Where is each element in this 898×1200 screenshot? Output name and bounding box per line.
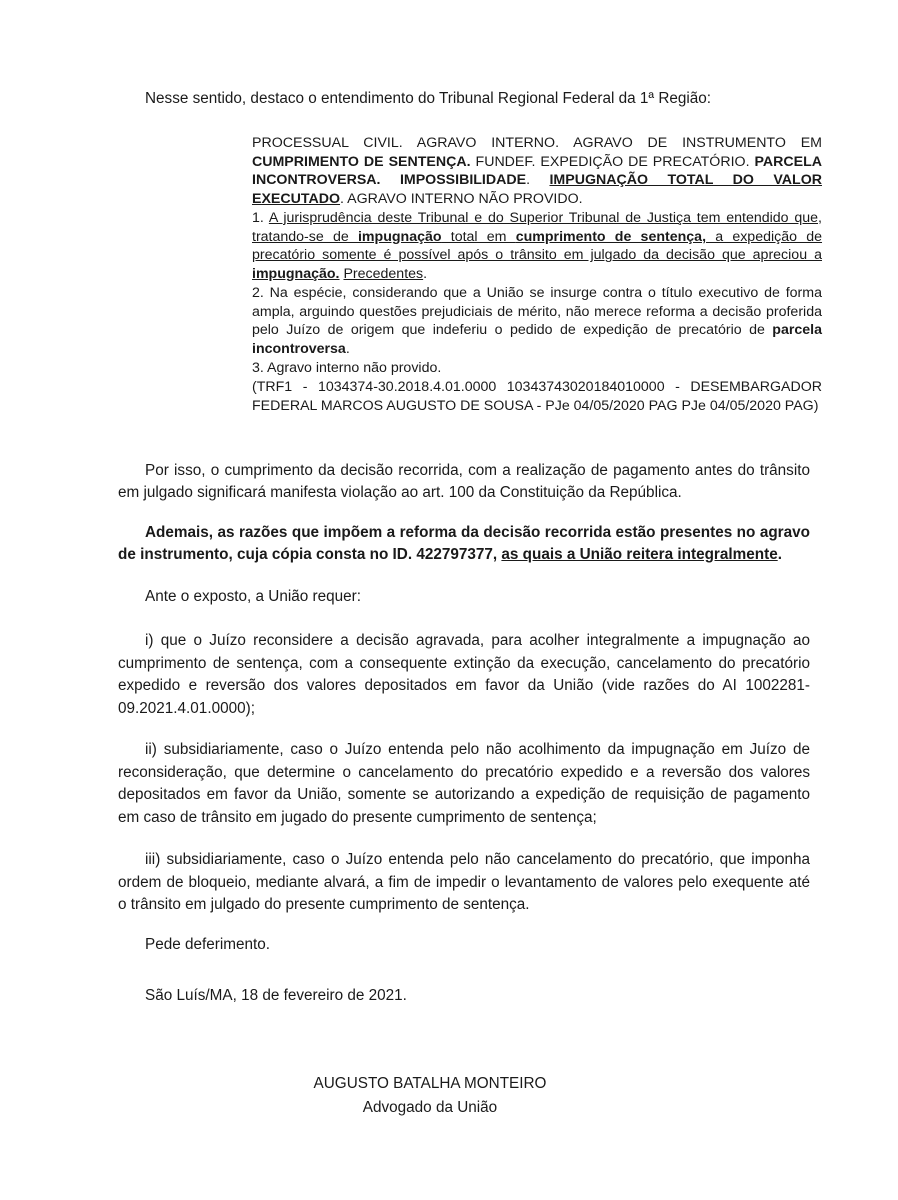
text-segment: . [526, 172, 550, 189]
quote-item-1 [252, 209, 822, 283]
text-segment: parcela incontroversa [252, 322, 822, 357]
text-segment: as quais a União reitera integralmente [501, 545, 778, 563]
text-segment: IMPUGNAÇÃO TOTAL DO VALOR EXECUTADO [252, 172, 822, 207]
signature-name: AUGUSTO BATALHA MONTEIRO [313, 1075, 547, 1092]
place-date: São Luís/MA, 18 de fevereiro de 2021. [145, 987, 407, 1004]
text-segment: Precedentes [343, 265, 424, 282]
paragraph-ademais [118, 522, 810, 565]
quote-item-3: 3. Agravo interno não provido. [252, 360, 442, 376]
text-segment: a expedição de precatório somente é possível após o trânsito em julgado da decisão que apreciou a [252, 228, 823, 264]
text-segment: total em [441, 228, 516, 245]
request-ii: ii) subsidiariamente, caso o Juízo entenda pelo não acolhimento da impugnação em Juízo de reconsideração, que determine o cancelamento do precatório expedido e a reversão dos valores depositados em favor da União, somente se autorizando a expedição de requisição de pagamento em caso de trânsito em jugado do presente cumprimento de sentença; [118, 741, 810, 826]
text-segment: impugnação [357, 228, 442, 245]
text-segment: A jurisprudência deste Tribunal e do Superior Tribunal de Justiça tem entendido que, tratando-se de [252, 210, 822, 245]
text-segment: . [777, 545, 782, 563]
text-segment: . [423, 265, 428, 282]
text-segment: CUMPRIMENTO DE SENTENÇA. [252, 153, 471, 170]
text-segment: FUNDEF. EXPEDIÇÃO DE PRECATÓRIO. [470, 153, 755, 170]
text-segment: Ademais, as razões que impõem a reforma da decisão recorrida estão presentes no agravo de instrumento, cuja cópia consta no ID. 422797377, [118, 524, 810, 563]
request-iii: iii) subsidiariamente, caso o Juízo entenda pelo não cancelamento do precatório, que imponha ordem de bloqueio, mediante alvará, a fim de impedir o levantamento de valores pelo exequente até o trânsito em julgado do presente cumprimento de sentença. [118, 851, 810, 913]
text-segment: . [345, 340, 350, 357]
text-segment: 2. Na espécie, considerando que a União se insurge contra o título executivo de forma ampla, arguindo questões prejudiciais de mérito, não merece reforma a decisão proferida pelo Juízo de origem que indeferiu o pedido de expedição de precatório de [252, 285, 822, 339]
paragraph-ante: Ante o exposto, a União requer: [145, 588, 361, 605]
text-segment: PROCESSUAL CIVIL. AGRAVO INTERNO. AGRAVO DE INSTRUMENTO EM [252, 135, 822, 151]
quote-citation: (TRF1 - 1034374-30.2018.4.01.0000 10343743020184010000 - DESEMBARGADOR FEDERAL MARCOS AUGUSTO DE SOUSA - PJe 04/05/2020 PAG PJe 04/05/2020 PAG) [252, 379, 822, 414]
closing: Pede deferimento. [145, 936, 271, 953]
quote-item-2 [252, 284, 822, 358]
paragraph-por-isso: Por isso, o cumprimento da decisão recorrida, com a realização de pagamento antes do trânsito em julgado significará manifesta violação ao art. 100 da Constituição da República. [118, 462, 810, 501]
signature-title: Advogado da União [362, 1099, 498, 1116]
text-segment: 1. [252, 210, 269, 226]
text-segment: PARCELA INCONTROVERSA. IMPOSSIBILIDADE [252, 153, 822, 189]
text-segment: . AGRAVO INTERNO NÃO PROVIDO. [340, 190, 583, 207]
quote-ementa [252, 134, 822, 208]
text-segment: cumprimento de sentença, [515, 228, 707, 245]
intro-paragraph: Nesse sentido, destaco o entendimento do Tribunal Regional Federal da 1ª Região: [145, 90, 712, 107]
text-segment: impugnação. [252, 265, 340, 282]
request-i: i) que o Juízo reconsidere a decisão agravada, para acolher integralmente a impugnação ao cumprimento de sentença, com a consequente extinção da execução, cancelamento do precatório expedido e reversão dos valores depositados em favor da União (vide razões do AI 1002281-09.2021.4.01.0000); [118, 632, 810, 717]
